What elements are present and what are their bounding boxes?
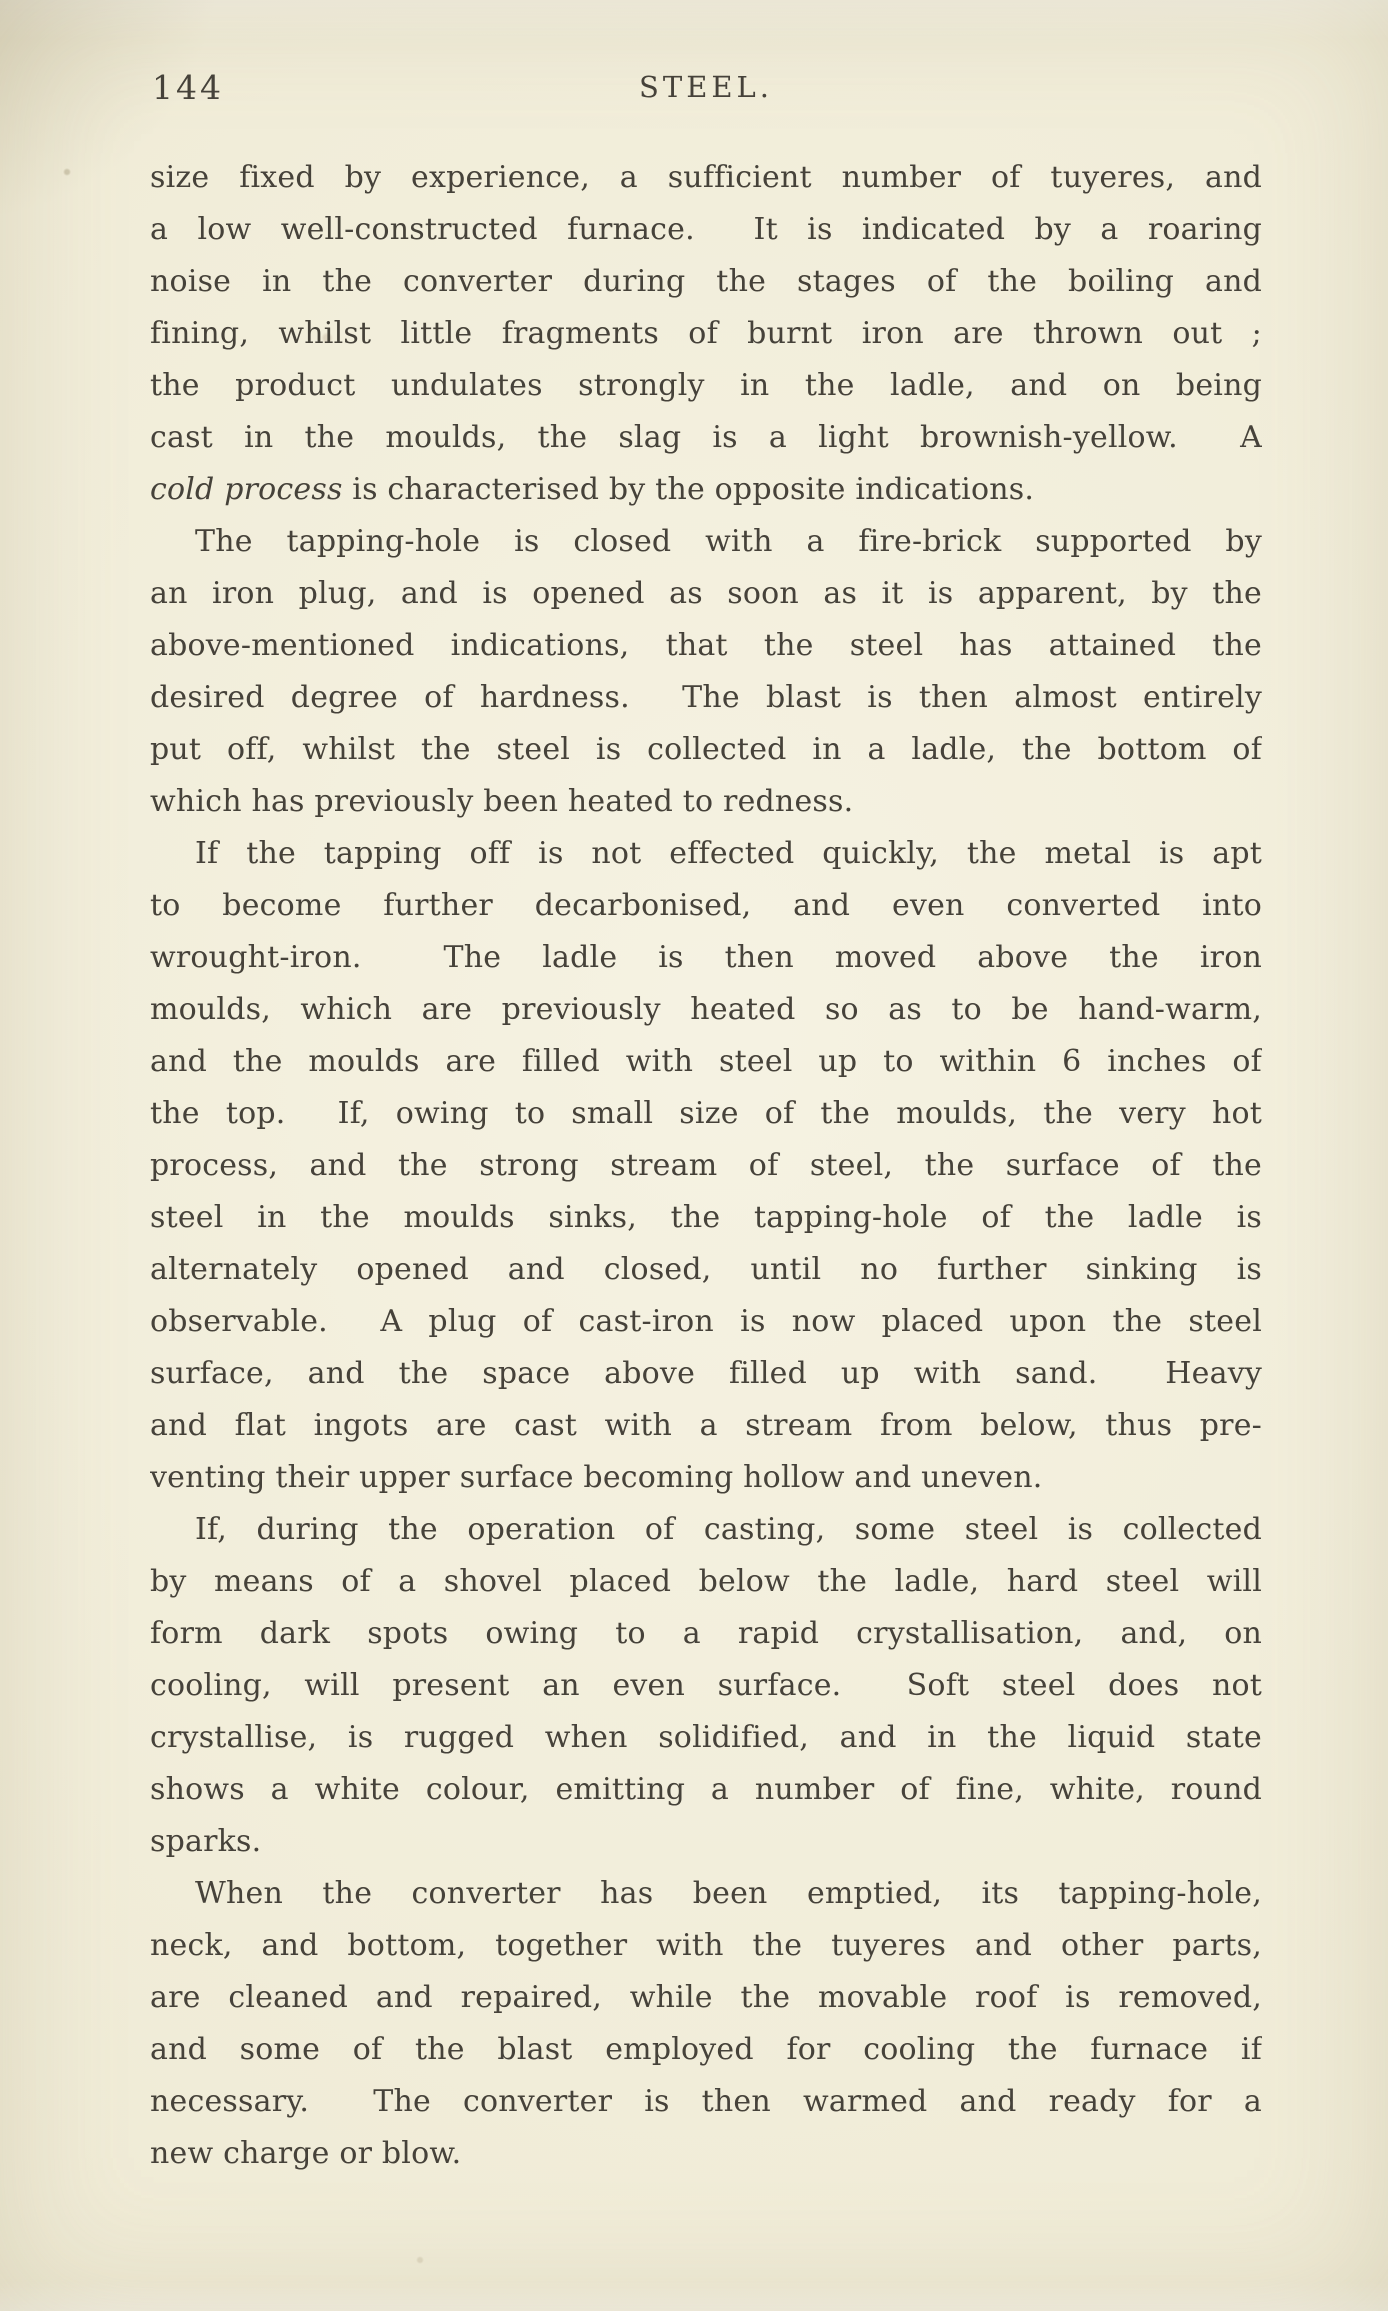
text-line: venting their upper surface becoming hollow and uneven. — [150, 1460, 1043, 1495]
text-line: and some of the blast employed for cooling the furnace if — [150, 2032, 1262, 2067]
text-line: form dark spots owing to a rapid crystallisation, and, on — [150, 1616, 1262, 1651]
text-line: to become further decarbonised, and even converted into — [150, 888, 1262, 923]
text-line: If, during the operation of casting, some steel is collected — [195, 1512, 1262, 1547]
paragraph — [150, 152, 1262, 516]
text-segment: is characterised by the opposite indications. — [342, 472, 1035, 507]
text-line: are cleaned and repaired, while the movable roof is removed, — [150, 1980, 1262, 2015]
text-line: cooling, will present an even surface. Soft steel does not — [150, 1668, 1262, 1703]
text-line: neck, and bottom, together with the tuyeres and other parts, — [150, 1928, 1262, 1963]
text-line: the product undulates strongly in the ladle, and on being — [150, 368, 1262, 403]
text-line: moulds, which are previously heated so as to be hand-warm, — [150, 992, 1262, 1027]
text-line: and flat ingots are cast with a stream from below, thus pre- — [150, 1408, 1262, 1443]
text-line: an iron plug, and is opened as soon as it is apparent, by the — [150, 576, 1262, 611]
text-line: by means of a shovel placed below the ladle, hard steel will — [150, 1564, 1262, 1599]
paragraph — [150, 1868, 1262, 2180]
text-line: and the moulds are filled with steel up to within 6 inches of — [150, 1044, 1262, 1079]
text-line: noise in the converter during the stages of the boiling and — [150, 264, 1262, 299]
page-header — [150, 64, 1262, 110]
text-line: sparks. — [150, 1824, 262, 1859]
paragraph — [150, 828, 1262, 1504]
text-line: a low well-constructed furnace. It is indicated by a roaring — [150, 212, 1262, 247]
italic-term: cold process — [150, 472, 343, 507]
text-line: new charge or blow. — [150, 2136, 462, 2171]
text-line: fining, whilst little fragments of burnt iron are thrown out ; — [150, 316, 1262, 351]
text-line: observable. A plug of cast-iron is now placed upon the steel — [150, 1304, 1262, 1339]
running-title: STEEL. — [638, 70, 774, 104]
text-line — [150, 464, 1262, 516]
page-number: 144 — [152, 68, 224, 107]
text-line: desired degree of hardness. The blast is then almost entirely — [150, 680, 1262, 715]
text-line: wrought-iron. The ladle is then moved above the iron — [150, 940, 1262, 975]
text-line: surface, and the space above filled up with sand. Heavy — [150, 1356, 1262, 1391]
text-line: put off, whilst the steel is collected in a ladle, the bottom of — [150, 732, 1262, 767]
text-line: alternately opened and closed, until no further sinking is — [150, 1252, 1262, 1287]
text-line: steel in the moulds sinks, the tapping-hole of the ladle is — [150, 1200, 1262, 1235]
text-line: crystallise, is rugged when solidified, and in the liquid state — [150, 1720, 1262, 1755]
text-line: cast in the moulds, the slag is a light brownish-yellow. A — [150, 420, 1262, 455]
text-line: process, and the strong stream of steel, the surface of the — [150, 1148, 1262, 1183]
paragraph — [150, 1504, 1262, 1868]
text-line: size fixed by experience, a sufficient number of tuyeres, and — [150, 160, 1262, 195]
text-line: When the converter has been emptied, its tapping-hole, — [195, 1876, 1262, 1911]
page-body — [150, 152, 1262, 2180]
text-line: The tapping-hole is closed with a fire-brick supported by — [195, 524, 1262, 559]
text-line: shows a white colour, emitting a number of fine, white, round — [150, 1772, 1262, 1807]
text-line: necessary. The converter is then warmed and ready for a — [150, 2084, 1262, 2119]
text-line: above-mentioned indications, that the steel has attained the — [150, 628, 1262, 663]
paragraph — [150, 516, 1262, 828]
text-line: the top. If, owing to small size of the moulds, the very hot — [150, 1096, 1262, 1131]
text-line: which has previously been heated to redness. — [150, 784, 854, 819]
text-line: If the tapping off is not effected quickly, the metal is apt — [195, 836, 1262, 871]
